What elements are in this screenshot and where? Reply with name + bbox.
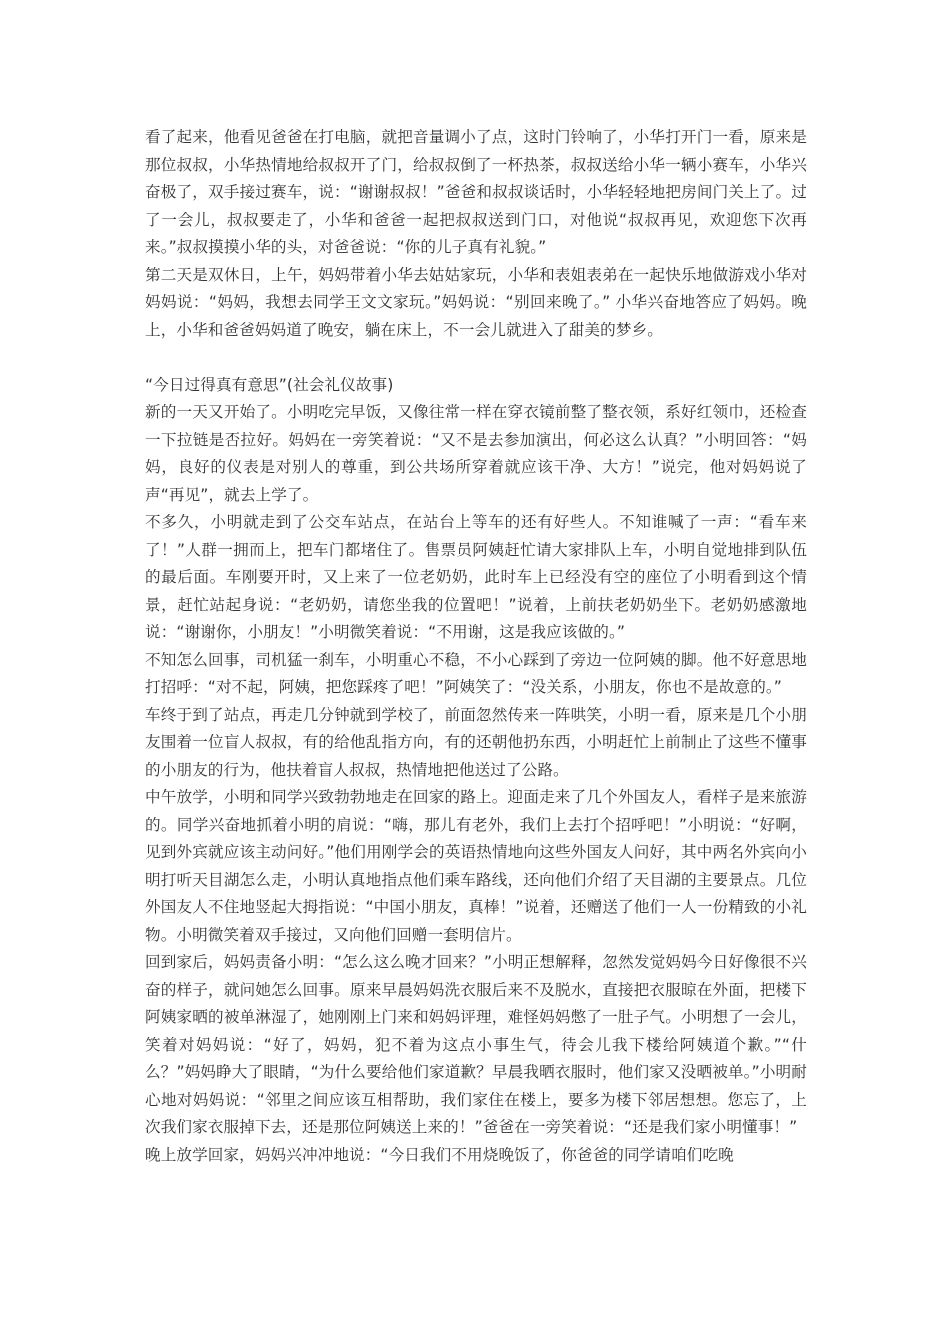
paragraph: 第二天是双休日，上午，妈妈带着小华去姑姑家玩，小华和表姐表弟在一起快乐地做游戏小华对妈妈说：“妈妈，我想去同学王文文家玩。”妈妈说：“别回来晚了。” 小华兴奋地答应了妈妈。晚上，小华和爸爸妈妈道了晚安，躺在床上，不一会儿就进入了甜美的梦乡。 (145, 265, 807, 339)
paragraph: 不多久，小明就走到了公交车站点，在站台上等车的还有好些人。不知谁喊了一声：“看车来了！”人群一拥而上，把车门都堵住了。售票员阿姨赶忙请大家排队上车，小明自觉地排到队伍的最后面。车刚要开时，又上来了一位老奶奶，此时车上已经没有空的座位了小明看到这个情景，赶忙站起身说：“老奶奶，请您坐我的位置吧！”说着，上前扶老奶奶坐下。老奶奶感激地说：“谢谢你，小朋友！”小明微笑着说：“不用谢，这是我应该做的。” (145, 513, 807, 641)
paragraph: 中午放学，小明和同学兴致勃勃地走在回家的路上。迎面走来了几个外国友人，看样子是来旅游的。同学兴奋地抓着小明的肩说：“嗨，那儿有老外，我们上去打个招呼吧！”小明说：“好啊，见到外宾就应该主动问好。”他们用刚学会的英语热情地向这些外国友人问好，其中两名外宾向小明打听天目湖怎么走，小明认真地指点他们乘车路线，还向他们介绍了天目湖的主要景点。几位外国友人不住地竖起大拇指说：“中国小朋友，真棒！”说着，还赠送了他们一人一份精致的小礼物。小明微笑着双手接过，又向他们回赠一套明信片。 (145, 788, 807, 944)
blank-line (145, 344, 807, 372)
story-title: “今日过得真有意思”(社会礼仪故事) (145, 375, 394, 394)
paragraph: 新的一天又开始了。小明吃完早饭，又像往常一样在穿衣镜前整了整衣领，系好红领巾，还检查一下拉链是否拉好。妈妈在一旁笑着说：“又不是去参加演出，何必这么认真？”小明回答：“妈妈，良好的仪表是对别人的尊重，到公共场所穿着就应该干净、大方！”说完，他对妈妈说了声“再见”，就去上学了。 (145, 403, 807, 504)
document-body (145, 124, 807, 1169)
paragraph: 晚上放学回家，妈妈兴冲冲地说：“今日我们不用烧晚饭了，你爸爸的同学请咱们吃晚 (145, 1145, 734, 1164)
paragraph: 车终于到了站点，再走几分钟就到学校了，前面忽然传来一阵哄笑，小明一看，原来是几个小朋友围着一位盲人叔叔，有的给他乱指方向，有的还朝他扔东西，小明赶忙上前制止了这些不懂事的小朋友的行为，他扶着盲人叔叔，热情地把他送过了公路。 (145, 705, 807, 779)
paragraph: 不知怎么回事，司机猛一刹车，小明重心不稳，不小心踩到了旁边一位阿姨的脚。他不好意思地打招呼：“对不起，阿姨，把您踩疼了吧！”阿姨笑了：“没关系，小朋友，你也不是故意的。” (145, 650, 807, 696)
paragraph: 回到家后，妈妈责备小明：“怎么这么晚才回来？”小明正想解释，忽然发觉妈妈今日好像很不兴奋的样子，就问她怎么回事。原来早晨妈妈洗衣服后来不及脱水，直接把衣服晾在外面，把楼下阿姨家晒的被单淋湿了，她刚刚上门来和妈妈评理，难怪妈妈憋了一肚子气。小明想了一会儿，笑着对妈妈说：“好了，妈妈，犯不着为这点小事生气，待会儿我下楼给阿姨道个歉。”“什么？”妈妈睁大了眼睛，“为什么要给他们家道歉？早晨我晒衣服时，他们家又没晒被单。”小明耐心地对妈妈说：“邻里之间应该互相帮助，我们家住在楼上，要多为楼下邻居想想。您忘了，上次我们家衣服掉下去，还是那位阿姨送上来的！”爸爸在一旁笑着说：“还是我们家小明懂事！” (145, 953, 807, 1136)
paragraph: 看了起来，他看见爸爸在打电脑，就把音量调小了点，这时门铃响了，小华打开门一看，原来是那位叔叔，小华热情地给叔叔开了门，给叔叔倒了一杯热茶，叔叔送给小华一辆小赛车，小华兴奋极了，双手接过赛车，说：“谢谢叔叔！”爸爸和叔叔谈话时，小华轻轻地把房间门关上了。过了一会儿，叔叔要走了，小华和爸爸一起把叔叔送到门口，对他说“叔叔再见，欢迎您下次再来。”叔叔摸摸小华的头，对爸爸说：“你的儿子真有礼貌。” (145, 128, 807, 256)
